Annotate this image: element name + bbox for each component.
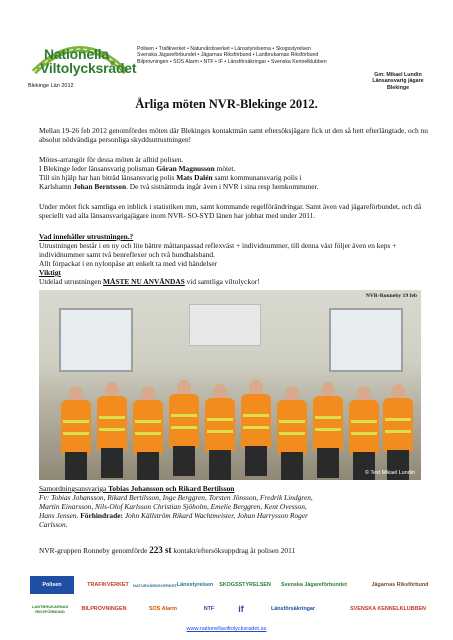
projector-screen (189, 304, 261, 346)
logo-if: if (238, 604, 244, 614)
logo-trafikverket: TRAFIKVERKET (87, 582, 129, 588)
logo-line-1: Nationella (44, 46, 109, 62)
group-photo (39, 290, 421, 480)
logo-polisen: Polisen (30, 576, 74, 594)
photo-credit: © Text Mikael Lundin (364, 470, 415, 476)
window (59, 308, 133, 372)
logo-lrf: LANTBRUKARNAS RIKSFÖRBUND (31, 604, 69, 614)
coordinators-line: Samordningsansvariga Tobias Johansson och Rikard Bertilsson (39, 484, 235, 493)
logo-sos-alarm: SOS Alarm (149, 606, 177, 612)
equipment-heading: Vad innehåller utrustningen.? (39, 232, 134, 241)
window (329, 308, 403, 372)
people-list: Fv: Tobias Johansson, Rikard Bertilsson, Inge Berggren, Torsten Jönsson, Fredrik Lindgren, Martin Einarsson, Nils-Olof Karlsson Christian Sjöholm, Emelie Berggren, Kent Ovesson, Hans Jensen. Förhindrade: John Källström Rikard Wachtmeister, Johan Harrysson Roger Carlsson. (39, 493, 313, 529)
summary-line: NVR-gruppen Ronneby genomförde 223 st kontakt/eftersöksuppdrag åt polisen 2011 (39, 545, 296, 555)
member-organizations: Polisen • Trafikverket • Naturvårdsverket • Länsstyrelserna • Skogsstyrelsen Svenska Jägareförbundet • Jägarnas Riksförbund • Lantbrukarnas Riksförbund Bilprovningen • SOS Alarm • NTF • IF • Länsförsäkringar • Svenska Kennelklubben (137, 46, 327, 65)
logo-lansstyrelsen: Länsstyrelsen (176, 582, 214, 588)
intro-paragraph: Mellan 19-26 feb 2012 genomfördes möten där Blekinges kontaktmän samt eftersöksjägare fick ut den så hett efterlängtade, och nu absolut nödvändiga personliga skyddsutrustningen! (39, 126, 428, 144)
logo-ntf: NTF (203, 606, 215, 612)
logo-jagarnas-riksforbund: Jägarnas Riksförbund (371, 582, 429, 588)
important-label: Viktigt (39, 268, 61, 277)
organizer-paragraph: Mötes-arrangör för dessa möten är alltid polisen. I Blekinge leder länsansvarig polisman Göran Magnusson mötet. Till sin hjälp har han biträd länsansvarig polis Mats Dalén samt kommunansvarig polis i Karlshamn Johan Berntsson. De två sistnämnda ingår även i NVR i sina resp hemkommuner. (39, 155, 319, 191)
logo-lansforsakringar: Länsförsäkringar (270, 606, 316, 612)
page-title: Årliga möten NVR-Blekinge 2012. (135, 97, 318, 111)
partner-logos (30, 576, 440, 620)
meeting-paragraph: Under mötet fick samtliga en inblick i statistiken mm, samt kommande regelförändringar. Samt även vad jägareförbundet, och då speciellt vad alla länsansvarigajägare inom NVR- SO-SYD länen har jobbat med under 2011. (39, 202, 422, 220)
equipment-paragraph: Utrustningen består i en ny och lite bättre måttanpassad reflexväst + individnummer, till denna väst följer även en keps + individnummer samt två benreflexer och två hundhalsband. Allt förpackat i en nylonpåse att enkelt ta med vid händelser Viktigt Utdelad utrustningen MÅSTE NU ANVÄNDAS vid samtliga viltolyckor! (39, 241, 397, 286)
logo-bilprovningen: BILPROVNINGEN (81, 606, 127, 612)
logo-line-2: Viltolycksrådet (40, 60, 137, 76)
footer-website-link[interactable]: www.nationellaviltolycksradet.se (186, 626, 267, 632)
photo-caption: NVR-Ronneby 19 feb (365, 293, 417, 299)
region-label: Blekinge Län 2012 (28, 83, 74, 89)
logo-kennelklubben: SVENSKA KENNELKLUBBEN (350, 606, 426, 612)
logo-naturvardsverket: NATURVÅRDSVERKET (133, 582, 177, 588)
nvr-logo (30, 32, 137, 78)
logo-jagareforbundet: Svenska Jägareförbundet (281, 582, 347, 588)
contact-person: Gm: Mikael Lundin Länsansvarig jägare Blekinge (372, 72, 424, 91)
logo-skogsstyrelsen: SKOGSSTYRELSEN (219, 582, 271, 588)
